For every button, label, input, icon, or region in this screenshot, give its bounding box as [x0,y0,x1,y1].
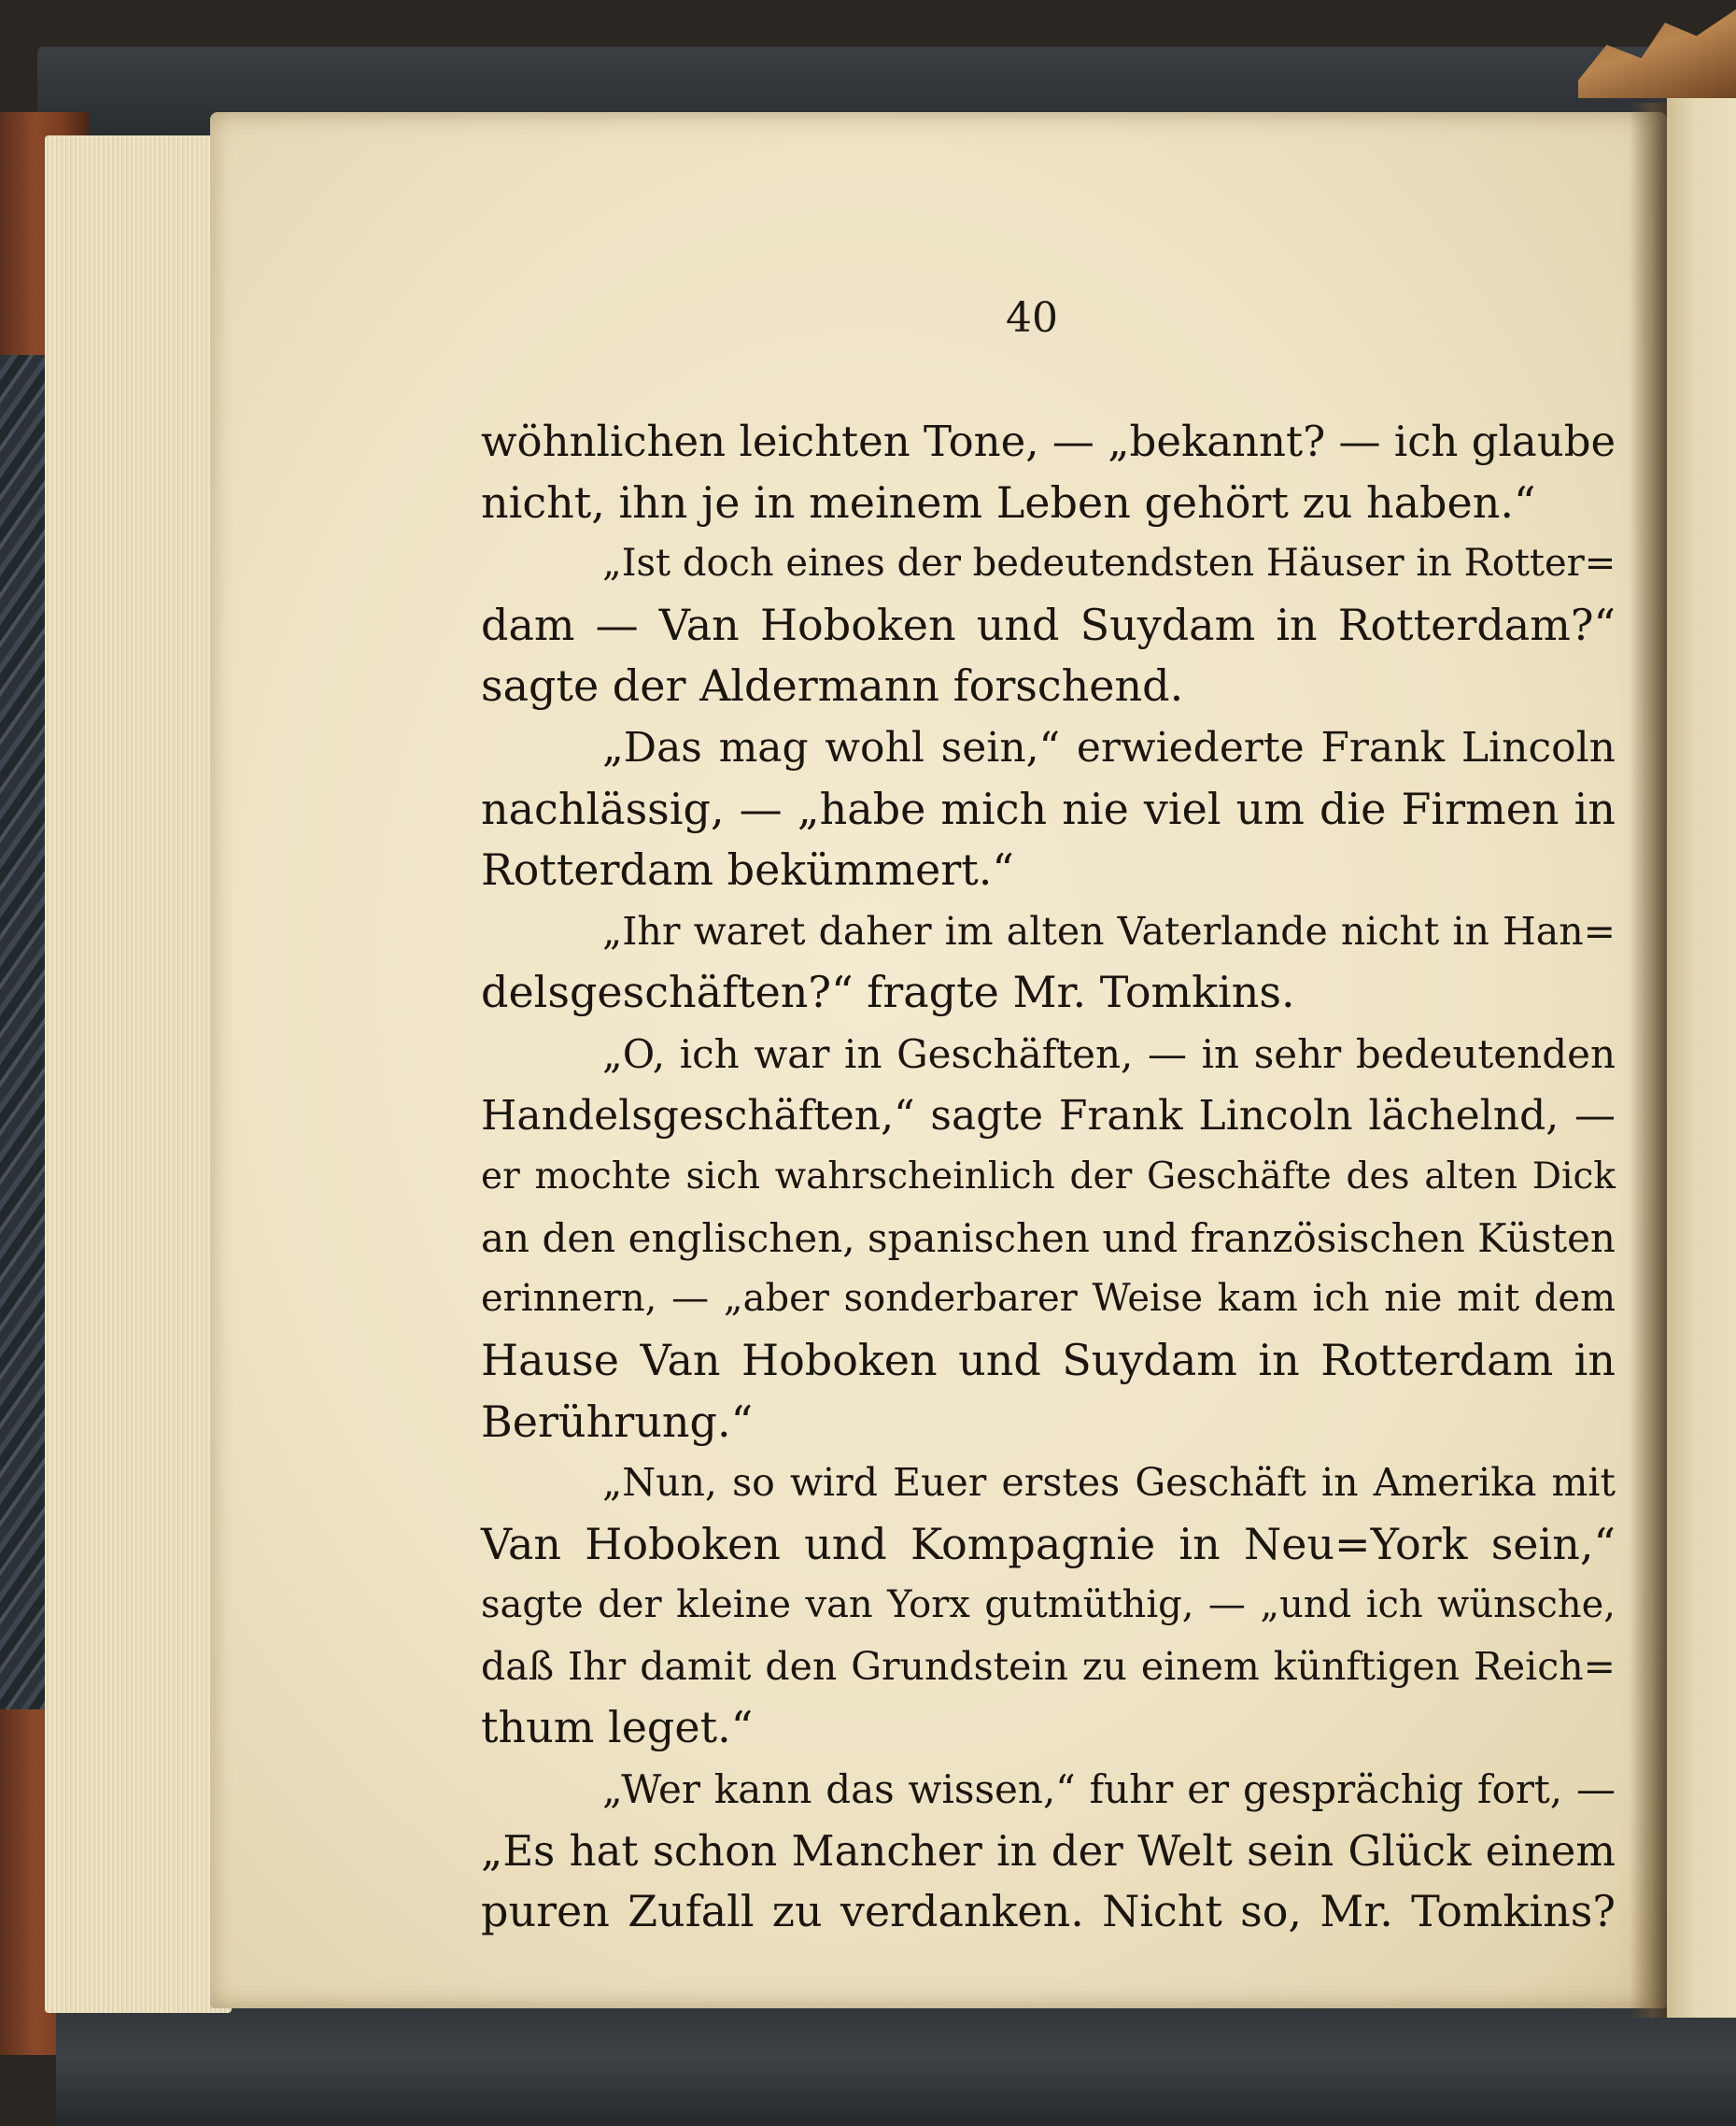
text-line: Hause Van Hoboken und Suydam in Rotterdam in [481,1334,1616,1385]
text-line: Rotterdam bekümmert.“ [481,844,1014,896]
text-line: nachlässig, — „habe mich nie viel um die Firmen in [481,783,1616,834]
text-line: Berührung.“ [481,1396,754,1447]
text-line: sagte der kleine van Yorx gutmüthig, — „und ich wünsche, [481,1583,1616,1627]
text-line: „O, ich war in Geschäften, — in sehr bedeutenden [602,1030,1616,1077]
text-line: puren Zufall zu verdanken. Nicht so, Mr. Tomkins? [481,1886,1616,1937]
page-text [481,411,1616,1943]
text-line: „Ist doch eines der bedeutendsten Häuser in Rotter= [602,542,1616,586]
text-line: nicht, ihn je in meinem Leben gehört zu haben.“ [481,476,1536,528]
text-line: delsgeschäften?“ fragte Mr. Tomkins. [481,967,1295,1018]
text-line: wöhnlichen leichten Tone, — „bekannt? — ich glaube [481,417,1616,466]
facing-page-edge [1667,93,1736,2018]
text-line: dam — Van Hoboken und Suydam in Rotterdam?“ [481,599,1616,650]
page-block-edges [45,135,232,2013]
text-line: „Es hat schon Mancher in der Welt sein Glück einem [481,1825,1616,1876]
text-line: an den englischen, spanischen und französischen Küsten [481,1214,1616,1261]
text-line: Van Hoboken und Kompagnie in Neu=York sein,“ [481,1518,1616,1569]
text-line: thum leget.“ [481,1702,754,1753]
page-number: 40 [1006,294,1058,342]
text-line: „Das mag wohl sein,“ erwiederte Frank Lincoln [602,723,1616,772]
text-line: sagte der Aldermann forschend. [481,660,1184,712]
text-line: „Ihr waret daher im alten Vaterlande nicht in Han= [602,908,1616,954]
text-line: Handelsgeschäften,“ sagte Frank Lincoln lächelnd, — [481,1091,1616,1140]
torn-corner [1578,9,1736,98]
text-line: er mochte sich wahrscheinlich der Geschäfte des alten Dick [481,1155,1616,1198]
text-line: „Nun, so wird Euer erstes Geschäft in Amerika mit [602,1460,1616,1506]
text-line: erinnern, — „aber sonderbarer Weise kam ich nie mit dem [481,1277,1616,1321]
book-cover-bottom [56,1990,1736,2126]
text-line: „Wer kann das wissen,“ fuhr er gesprächig fort, — [602,1766,1616,1813]
page-gutter [1630,103,1667,2018]
text-line: daß Ihr damit den Grundstein zu einem künftigen Reich= [481,1643,1616,1689]
